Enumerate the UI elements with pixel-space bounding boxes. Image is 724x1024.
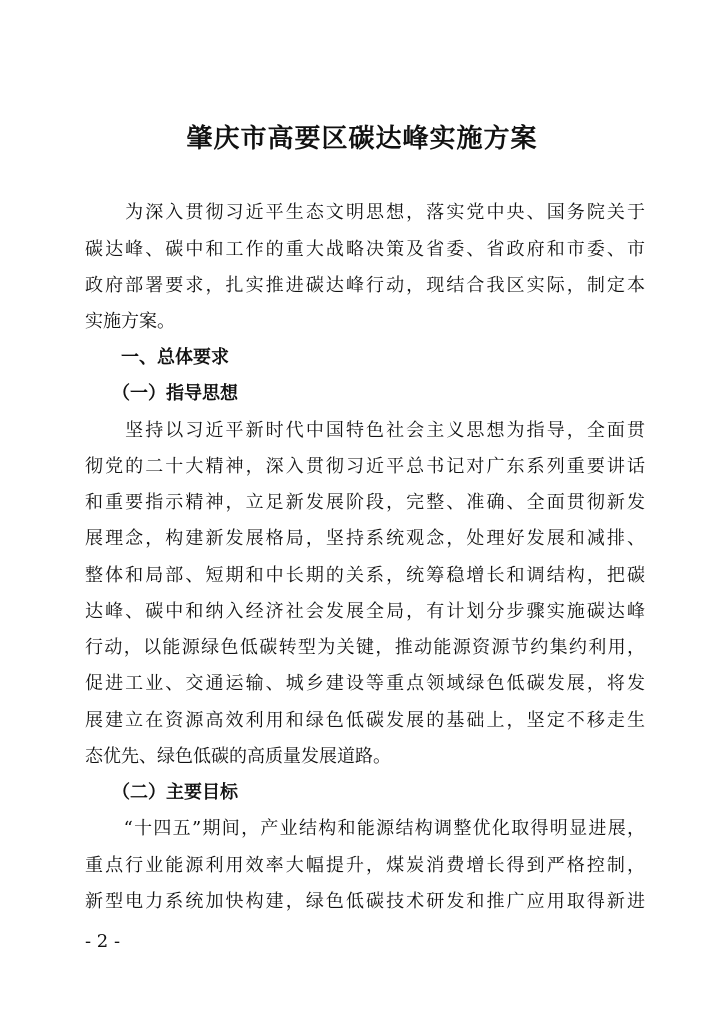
body-line: 碳达峰、碳中和工作的重大战略决策及省委、省政府和市委、市 — [85, 239, 645, 260]
body-line: 为深入贯彻习近平生态文明思想，落实党中央、国务院关于 — [85, 202, 645, 223]
page-title: 肇庆市高要区碳达峰实施方案 — [186, 124, 538, 154]
section-heading: 一、总体要求 — [85, 347, 229, 368]
body-line: “十四五”期间，产业结构和能源结构调整优化取得明显进展， — [85, 818, 645, 839]
body-line: 重点行业能源利用效率大幅提升，煤炭消费增长得到严格控制， — [85, 855, 645, 876]
body-line: 政府部署要求，扎实推进碳达峰行动，现结合我区实际，制定本 — [85, 275, 645, 296]
subsection-heading: （二）主要目标 — [85, 782, 238, 803]
body-line: 展建立在资源高效利用和绿色低碳发展的基础上，坚定不移走生 — [85, 710, 645, 731]
body-line: 整体和局部、短期和中长期的关系，统筹稳增长和调结构，把碳 — [85, 565, 645, 586]
page-number: - 2 - — [85, 931, 121, 952]
subsection-heading: （一）指导思想 — [85, 383, 238, 404]
body-line: 达峰、碳中和纳入经济社会发展全局，有计划分步骤实施碳达峰 — [85, 601, 645, 622]
body-line: 新型电力系统加快构建，绿色低碳技术研发和推广应用取得新进 — [85, 891, 645, 912]
body-line: 行动，以能源绿色低碳转型为关键，推动能源资源节约集约利用， — [85, 637, 645, 658]
body-line: 态优先、绿色低碳的高质量发展道路。 — [85, 746, 391, 767]
body-line: 坚持以习近平新时代中国特色社会主义思想为指导，全面贯 — [85, 420, 645, 441]
body-line: 和重要指示精神，立足新发展阶段，完整、准确、全面贯彻新发 — [85, 492, 645, 513]
body-line: 实施方案。 — [85, 311, 175, 332]
body-line: 促进工业、交通运输、城乡建设等重点领域绿色低碳发展，将发 — [85, 673, 645, 694]
body-line: 展理念，构建新发展格局，坚持系统观念，处理好发展和减排、 — [85, 528, 645, 549]
body-line: 彻党的二十大精神，深入贯彻习近平总书记对广东系列重要讲话 — [85, 456, 645, 477]
